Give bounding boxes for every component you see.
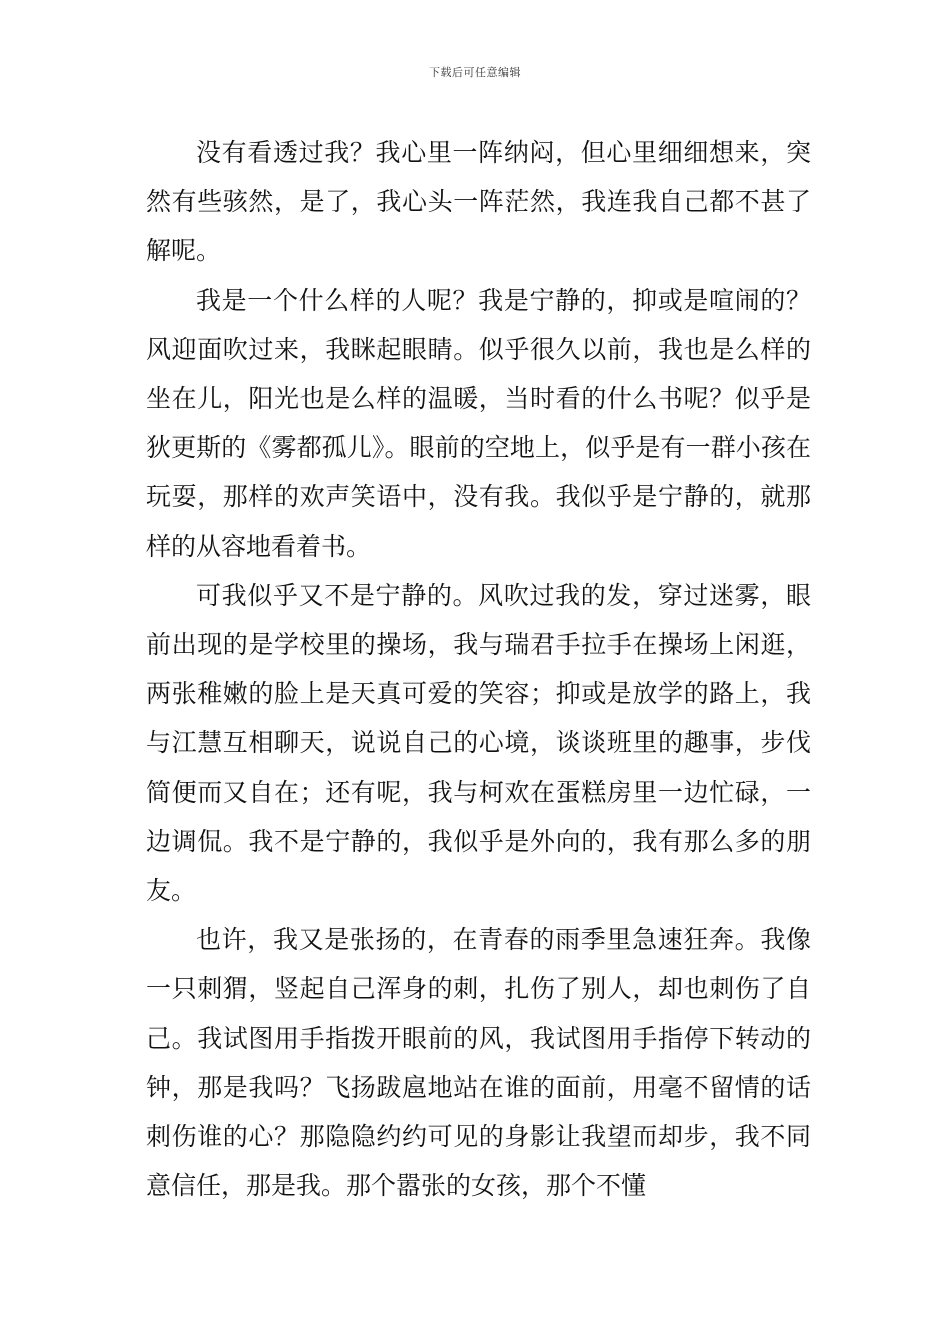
- paragraph-4: 也许，我又是张扬的，在青春的雨季里急速狂奔。我像一只刺猬，竖起自己浑身的刺，扎伤了别人，却也刺伤了自己。我试图用手指拨开眼前的风，我试图用手指停下转动的钟，那是我吗？飞扬跋扈地站在谁的面前，用毫不留情的话刺伤谁的心？那隐隐约约可见的身影让我望而却步，我不同意信任，那是我。那个嚣张的女孩，那个不懂: [146, 925, 811, 1201]
- page-header: 下载后可任意编辑: [429, 66, 521, 79]
- paragraph-2: 我是一个什么样的人呢？我是宁静的，抑或是喧闹的？风迎面吹过来，我眯起眼睛。似乎很久以前，我也是么样的坐在儿，阳光也是么样的温暖，当时看的什么书呢？似乎是狄更斯的《雾都孤儿》。眼前的空地上，似乎是有一群小孩在玩耍，那样的欢声笑语中，没有我。我似乎是宁静的，就那样的从容地看着书。: [146, 285, 811, 561]
- paragraph-3: 可我似乎又不是宁静的。风吹过我的发，穿过迷雾，眼前出现的是学校里的操场，我与瑞君手拉手在操场上闲逛，两张稚嫩的脸上是天真可爱的笑容；抑或是放学的路上，我与江慧互相聊天，说说自己的心境，谈谈班里的趣事，步伐简便而又自在；还有呢，我与柯欢在蛋糕房里一边忙碌，一边调侃。我不是宁静的，我似乎是外向的，我有那么多的朋友。: [146, 580, 811, 906]
- document-body: [146, 128, 811, 1210]
- paragraph-1: 没有看透过我？我心里一阵纳闷，但心里细细想来，突然有些骇然，是了，我心头一阵茫然，我连我自己都不甚了解呢。: [146, 138, 811, 266]
